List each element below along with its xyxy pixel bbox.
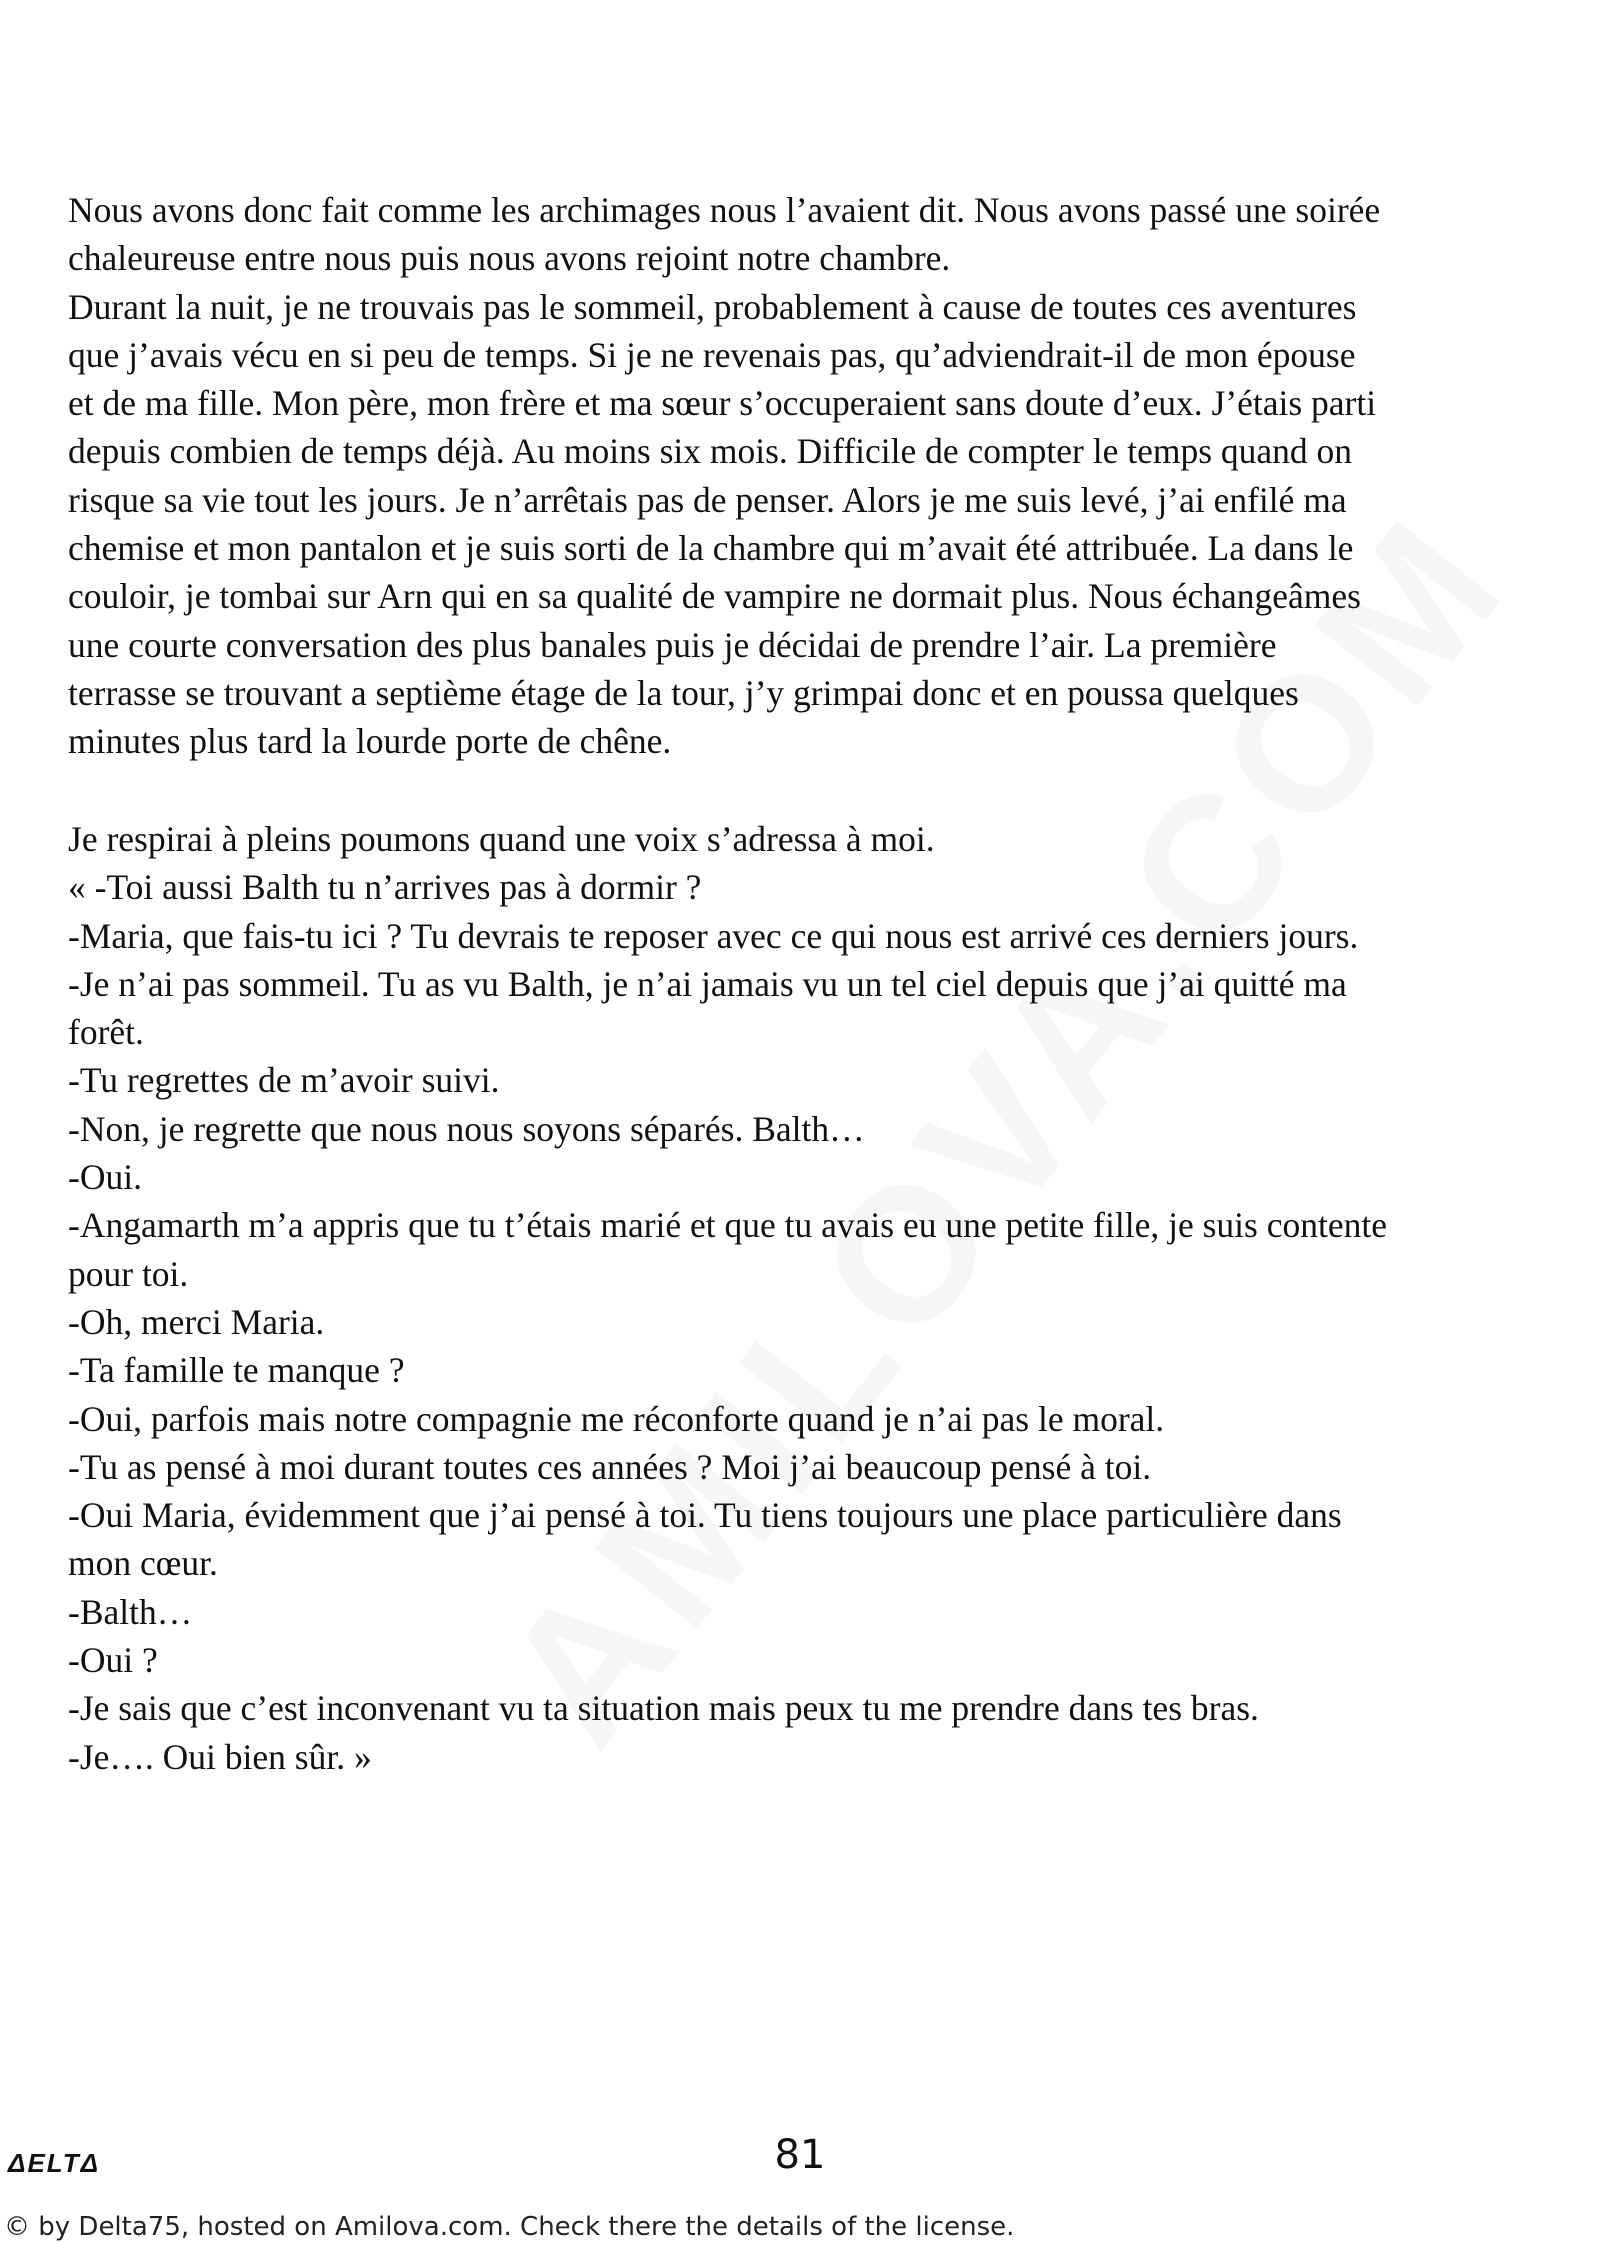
- text-line: -Oui.: [68, 1157, 142, 1198]
- paragraph-1: [68, 186, 1588, 766]
- text-line: minutes plus tard la lourde porte de chêne.: [68, 721, 672, 762]
- paragraph-2: [68, 815, 1588, 1781]
- text-line: forêt.: [68, 1012, 144, 1053]
- text-line: -Balth…: [68, 1591, 193, 1632]
- text-line: -Oui, parfois mais notre compagnie me réconforte quand je n’ai pas le moral.: [68, 1398, 1165, 1439]
- text-line: -Angamarth m’a appris que tu t’étais marié et que tu avais eu une petite fille, je suis contente: [68, 1205, 1387, 1246]
- text-line: pour toi.: [68, 1253, 189, 1294]
- text-line: -Je…. Oui bien sûr. »: [68, 1736, 372, 1777]
- text-line: et de ma fille. Mon père, mon frère et ma sœur s’occuperaient sans doute d’eux. J’étais parti: [68, 383, 1377, 424]
- text-line: -Oui Maria, évidemment que j’ai pensé à toi. Tu tiens toujours une place particulière dans: [68, 1495, 1342, 1536]
- page-number: 81: [774, 2132, 826, 2178]
- text-line: -Ta famille te manque ?: [68, 1350, 405, 1391]
- text-line: couloir, je tombai sur Arn qui en sa qualité de vampire ne dormait plus. Nous échangeâmes: [68, 576, 1361, 617]
- text-line: Nous avons donc fait comme les archimages nous l’avaient dit. Nous avons passé une soirée: [68, 190, 1381, 230]
- text-line: « -Toi aussi Balth tu n’arrives pas à dormir ?: [68, 867, 702, 908]
- text-line: -Je n’ai pas sommeil. Tu as vu Balth, je n’ai jamais vu un tel ciel depuis que j’ai quitté ma: [68, 963, 1347, 1004]
- text-line: chemise et mon pantalon et je suis sorti de la chambre qui m’avait été attribuée. La dans le: [68, 528, 1354, 569]
- text-line: -Tu as pensé à moi durant toutes ces années ? Moi j’ai beaucoup pensé à toi.: [68, 1446, 1152, 1487]
- delta-logo: ΔELTΔ: [8, 2148, 101, 2178]
- text-line: chaleureuse entre nous puis nous avons rejoint notre chambre.: [68, 238, 951, 279]
- text-line: terrasse se trouvant a septième étage de la tour, j’y grimpai donc et en poussa quelques: [68, 672, 1299, 713]
- text-line: depuis combien de temps déjà. Au moins six mois. Difficile de compter le temps quand on: [68, 431, 1353, 472]
- text-line: Durant la nuit, je ne trouvais pas le sommeil, probablement à cause de toutes ces aventures: [68, 286, 1357, 327]
- text-line: -Oh, merci Maria.: [68, 1301, 325, 1342]
- text-line: risque sa vie tout les jours. Je n’arrêtais pas de penser. Alors je me suis levé, j’ai enfilé ma: [68, 479, 1347, 520]
- text-line: que j’avais vécu en si peu de temps. Si je ne revenais pas, qu’adviendrait-il de mon épouse: [68, 334, 1356, 375]
- text-line: -Tu regrettes de m’avoir suivi.: [68, 1060, 500, 1101]
- text-line: une courte conversation des plus banales puis je décidai de prendre l’air. La première: [68, 624, 1277, 665]
- text-line: Je respirai à pleins poumons quand une voix s’adressa à moi.: [68, 819, 935, 859]
- text-line: -Non, je regrette que nous nous soyons séparés. Balth…: [68, 1108, 865, 1149]
- copyright-notice: © by Delta75, hosted on Amilova.com. Check there the details of the license.: [4, 2212, 1015, 2242]
- text-line: mon cœur.: [68, 1543, 218, 1584]
- text-line: -Je sais que c’est inconvenant vu ta situation mais peux tu me prendre dans tes bras.: [68, 1688, 1259, 1729]
- text-line: -Oui ?: [68, 1640, 158, 1681]
- text-line: -Maria, que fais-tu ici ? Tu devrais te reposer avec ce qui nous est arrivé ces derniers jours.: [68, 915, 1359, 956]
